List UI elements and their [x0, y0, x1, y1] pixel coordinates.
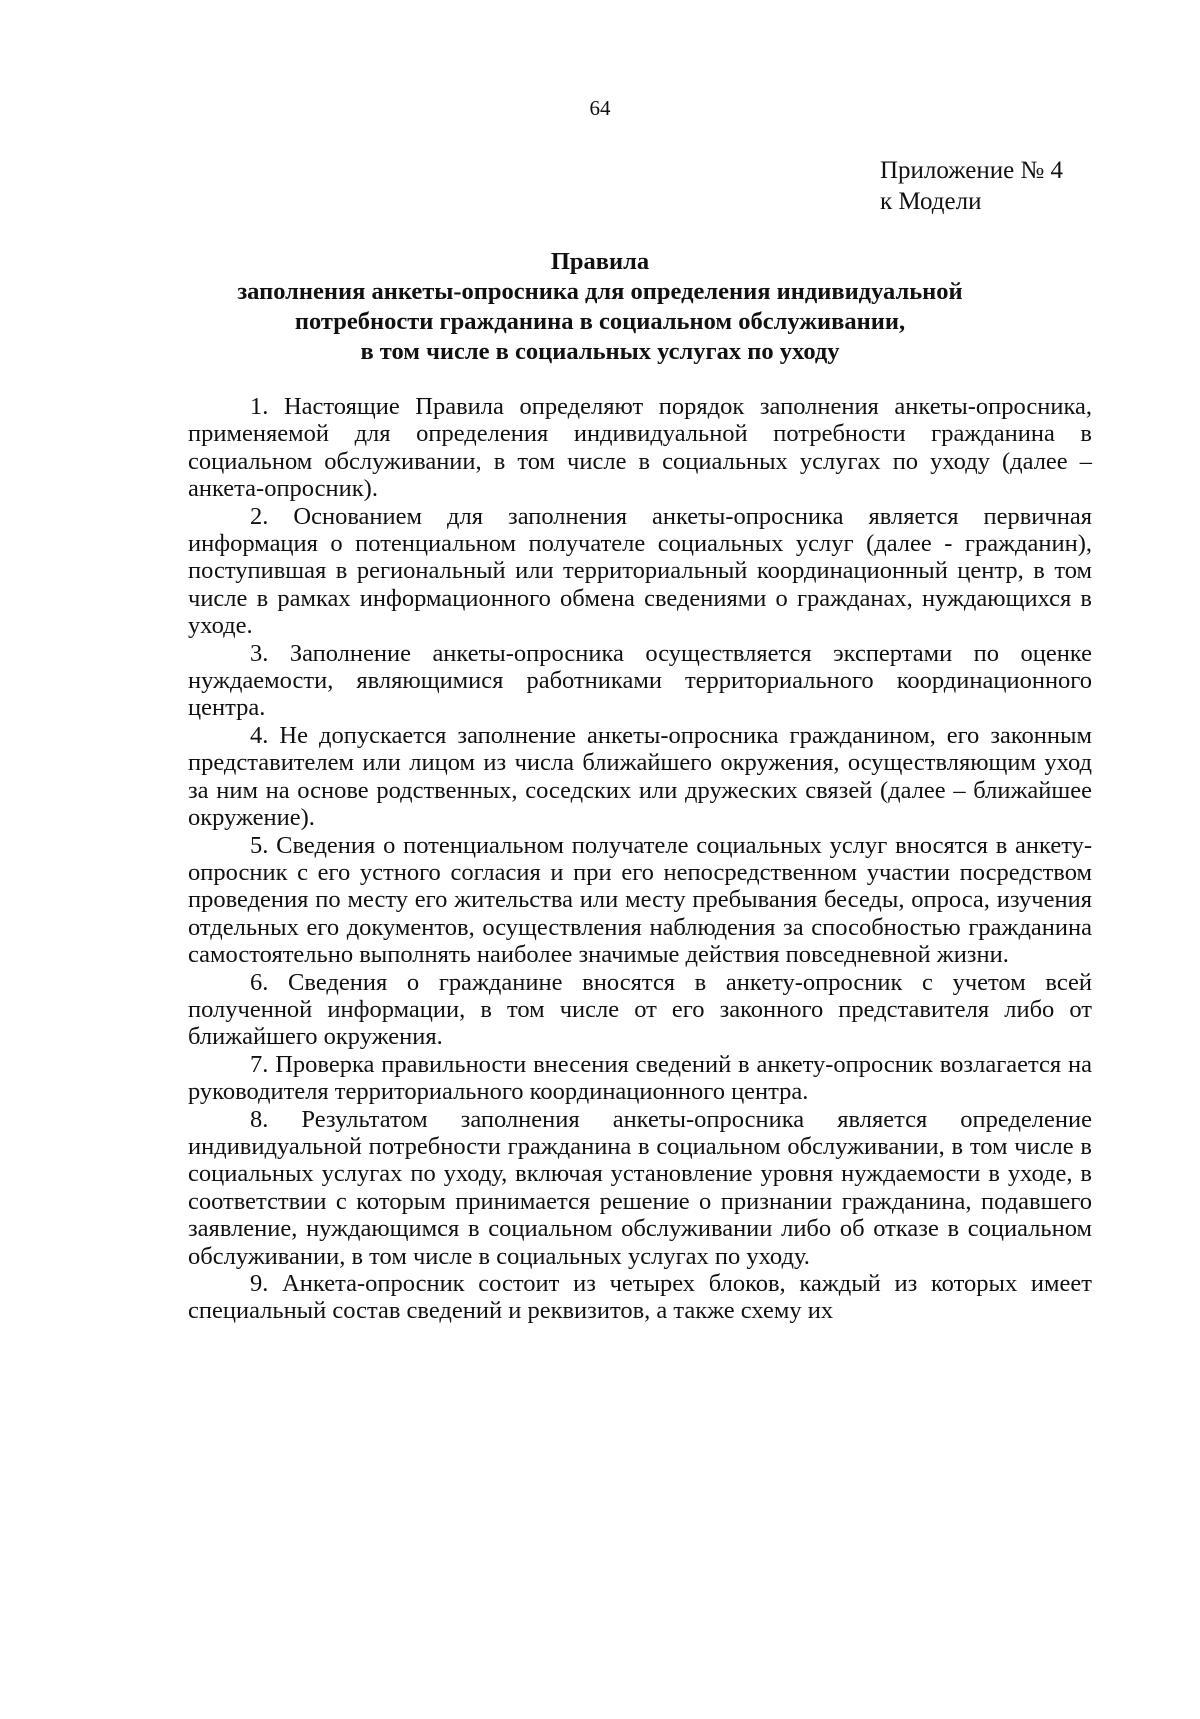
- paragraph-9: 9. Анкета-опросник состоит из четырех блоков, каждый из которых имеет специальный состав сведений и реквизитов, а также схему их: [188, 1270, 1092, 1325]
- paragraph-4: 4. Не допускается заполнение анкеты-опросника гражданином, его законным представителем или лицом из числа ближайшего окружения, осуществляющим уход за ним на основе родственных, соседских или дружеских связей (далее – ближайшее окружение).: [188, 721, 1092, 832]
- document-body: [188, 393, 1092, 1325]
- heading-title: Правила: [550, 248, 650, 275]
- paragraph-7: 7. Проверка правильности внесения сведений в анкету-опросник возлагается на руководителя территориального координационного центра.: [188, 1050, 1092, 1106]
- paragraph-8: 8. Результатом заполнения анкеты-опросника является определение индивидуальной потребности гражданина в социальном обслуживании, в том числе в социальных услугах по уходу, включая установление уровня нуждаемости в уходе, в соответствии с которым принимается решение о признании гражданина, подавшего заявление, нуждающимся в социальном обслуживании либо об отказе в социальном обслуживании, в том числе в социальных услугах по уходу.: [188, 1105, 1092, 1270]
- page-number: 64: [589, 96, 611, 120]
- appendix-model-ref: к Модели: [880, 188, 982, 215]
- appendix-reference: [880, 155, 1063, 217]
- heading-line-3: потребности гражданина в социальном обслуживании,: [294, 308, 906, 335]
- appendix-number: Приложение № 4: [880, 157, 1064, 184]
- paragraph-1: 1. Настоящие Правила определяют порядок заполнения анкеты-опросника, применяемой для определения индивидуальной потребности гражданина в социальном обслуживании, в том числе в социальных услугах по уходу (далее – анкета-опросник).: [188, 393, 1092, 503]
- paragraph-3: 3. Заполнение анкеты-опросника осуществляется экспертами по оценке нуждаемости, являющимися работниками территориального координационного центра.: [188, 639, 1092, 722]
- paragraph-2: 2. Основанием для заполнения анкеты-опросника является первичная информация о потенциальном получателе социальных услуг (далее - гражданин), поступившая в региональный или территориальный координационный центр, в том числе в рамках информационного обмена сведениями о гражданах, нуждающихся в уходе.: [188, 502, 1092, 640]
- heading-line-4: в том числе в социальных услугах по уходу: [360, 338, 840, 365]
- heading-line-2: заполнения анкеты-опросника для определения индивидуальной: [237, 278, 963, 305]
- document-heading: [180, 247, 1020, 367]
- paragraph-5: 5. Сведения о потенциальном получателе социальных услуг вносятся в анкету-опросник с его устного согласия и при его непосредственном участии посредством проведения по месту его жительства или месту пребывания беседы, опроса, изучения отдельных его документов, осуществления наблюдения за способностью гражданина самостоятельно выполнять наиболее значимые действия повседневной жизни.: [188, 831, 1092, 969]
- paragraph-6: 6. Сведения о гражданине вносятся в анкету-опросник с учетом всей полученной информации, в том числе от его законного представителя либо от ближайшего окружения.: [188, 968, 1092, 1051]
